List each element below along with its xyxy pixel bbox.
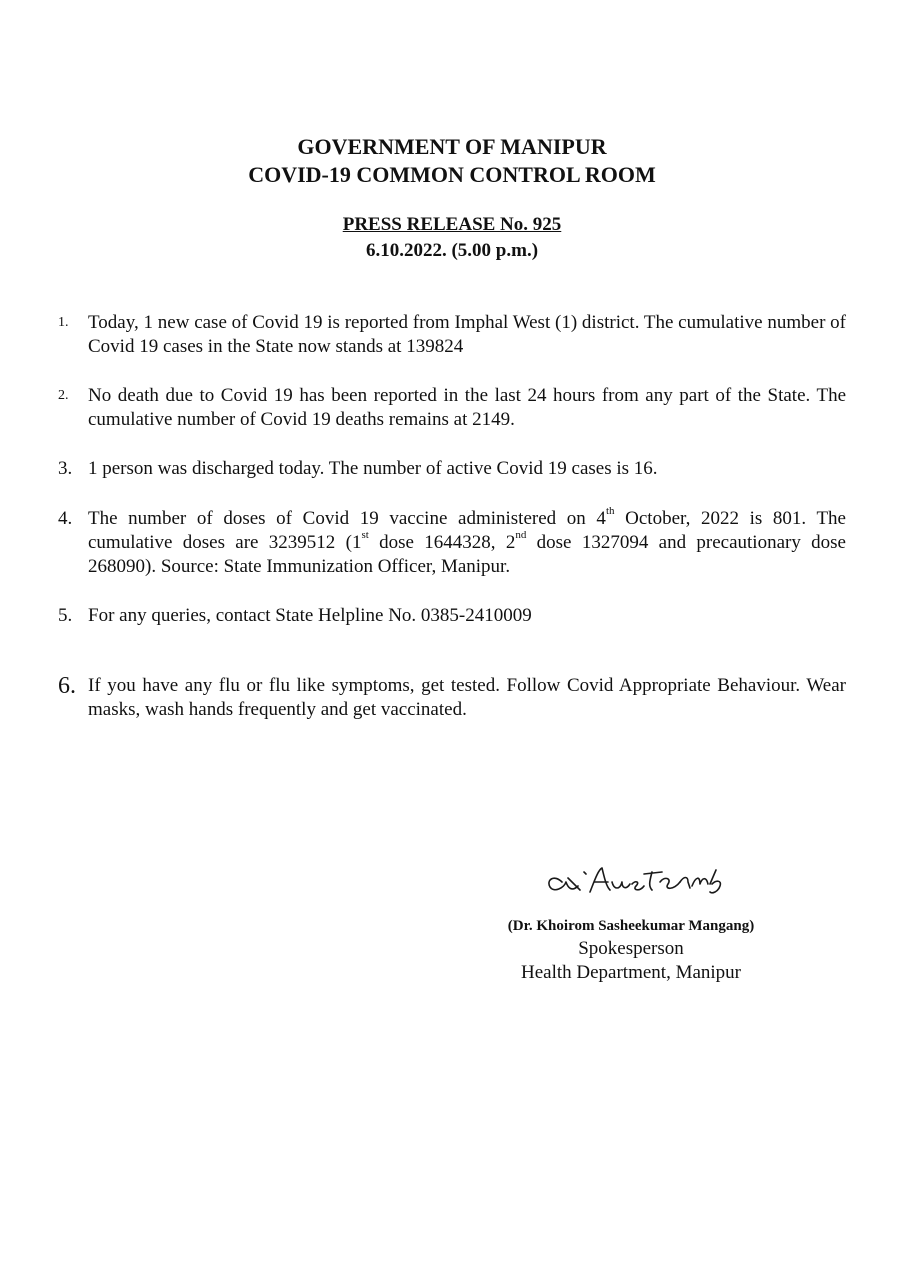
control-room-heading: COVID-19 COMMON CONTROL ROOM xyxy=(248,162,656,187)
signatory-department: Health Department, Manipur xyxy=(520,962,741,983)
list-item-number: 4. xyxy=(58,508,73,529)
list-item-text xyxy=(88,504,846,579)
list-item-number: 6. xyxy=(58,673,76,699)
text-segment: dose 1644328, 2 xyxy=(368,532,516,553)
list-item-text: Today, 1 new case of Covid 19 is reported from Imphal West (1) district. The cumulative number of Covid 19 cases in the State now stands at 139824 xyxy=(88,312,846,357)
list-item-text: 1 person was discharged today. The number of active Covid 19 cases is 16. xyxy=(88,458,658,479)
list-item-number: 1. xyxy=(58,315,69,330)
press-release-number: PRESS RELEASE No. 925 xyxy=(342,214,562,235)
signatory-title: Spokesperson xyxy=(578,938,684,959)
signatory-name: (Dr. Khoirom Sasheekumar Mangang) xyxy=(507,918,755,934)
list-item-number: 3. xyxy=(58,458,73,479)
text-segment: The number of doses of Covid 19 vaccine administered on 4 xyxy=(88,508,606,529)
list-item-text: For any queries, contact State Helpline No. 0385-2410009 xyxy=(88,605,532,626)
text-segment: October, 2022 is 801. The cumulative doses are 3239512 (1 xyxy=(88,508,846,553)
list-item-number: 5. xyxy=(58,605,73,626)
list-item-number: 2. xyxy=(58,388,69,403)
superscript: nd xyxy=(515,528,527,541)
text-segment: dose 1327094 and precautionary dose 268090). Source: State Immunization Officer, Manipur. xyxy=(88,532,846,577)
government-heading: GOVERNMENT OF MANIPUR xyxy=(297,134,607,159)
superscript: st xyxy=(361,528,369,541)
press-release-date: 6.10.2022. (5.00 p.m.) xyxy=(365,240,539,261)
list-item-text: No death due to Covid 19 has been reported in the last 24 hours from any part of the State. The cumulative number of Covid 19 deaths remains at 2149. xyxy=(88,385,846,430)
list-item-text: If you have any flu or flu like symptoms, get tested. Follow Covid Appropriate Behaviour. Wear masks, wash hands frequently and get vaccinated. xyxy=(88,675,846,720)
superscript: th xyxy=(605,504,615,517)
handwritten-signature xyxy=(540,862,740,902)
